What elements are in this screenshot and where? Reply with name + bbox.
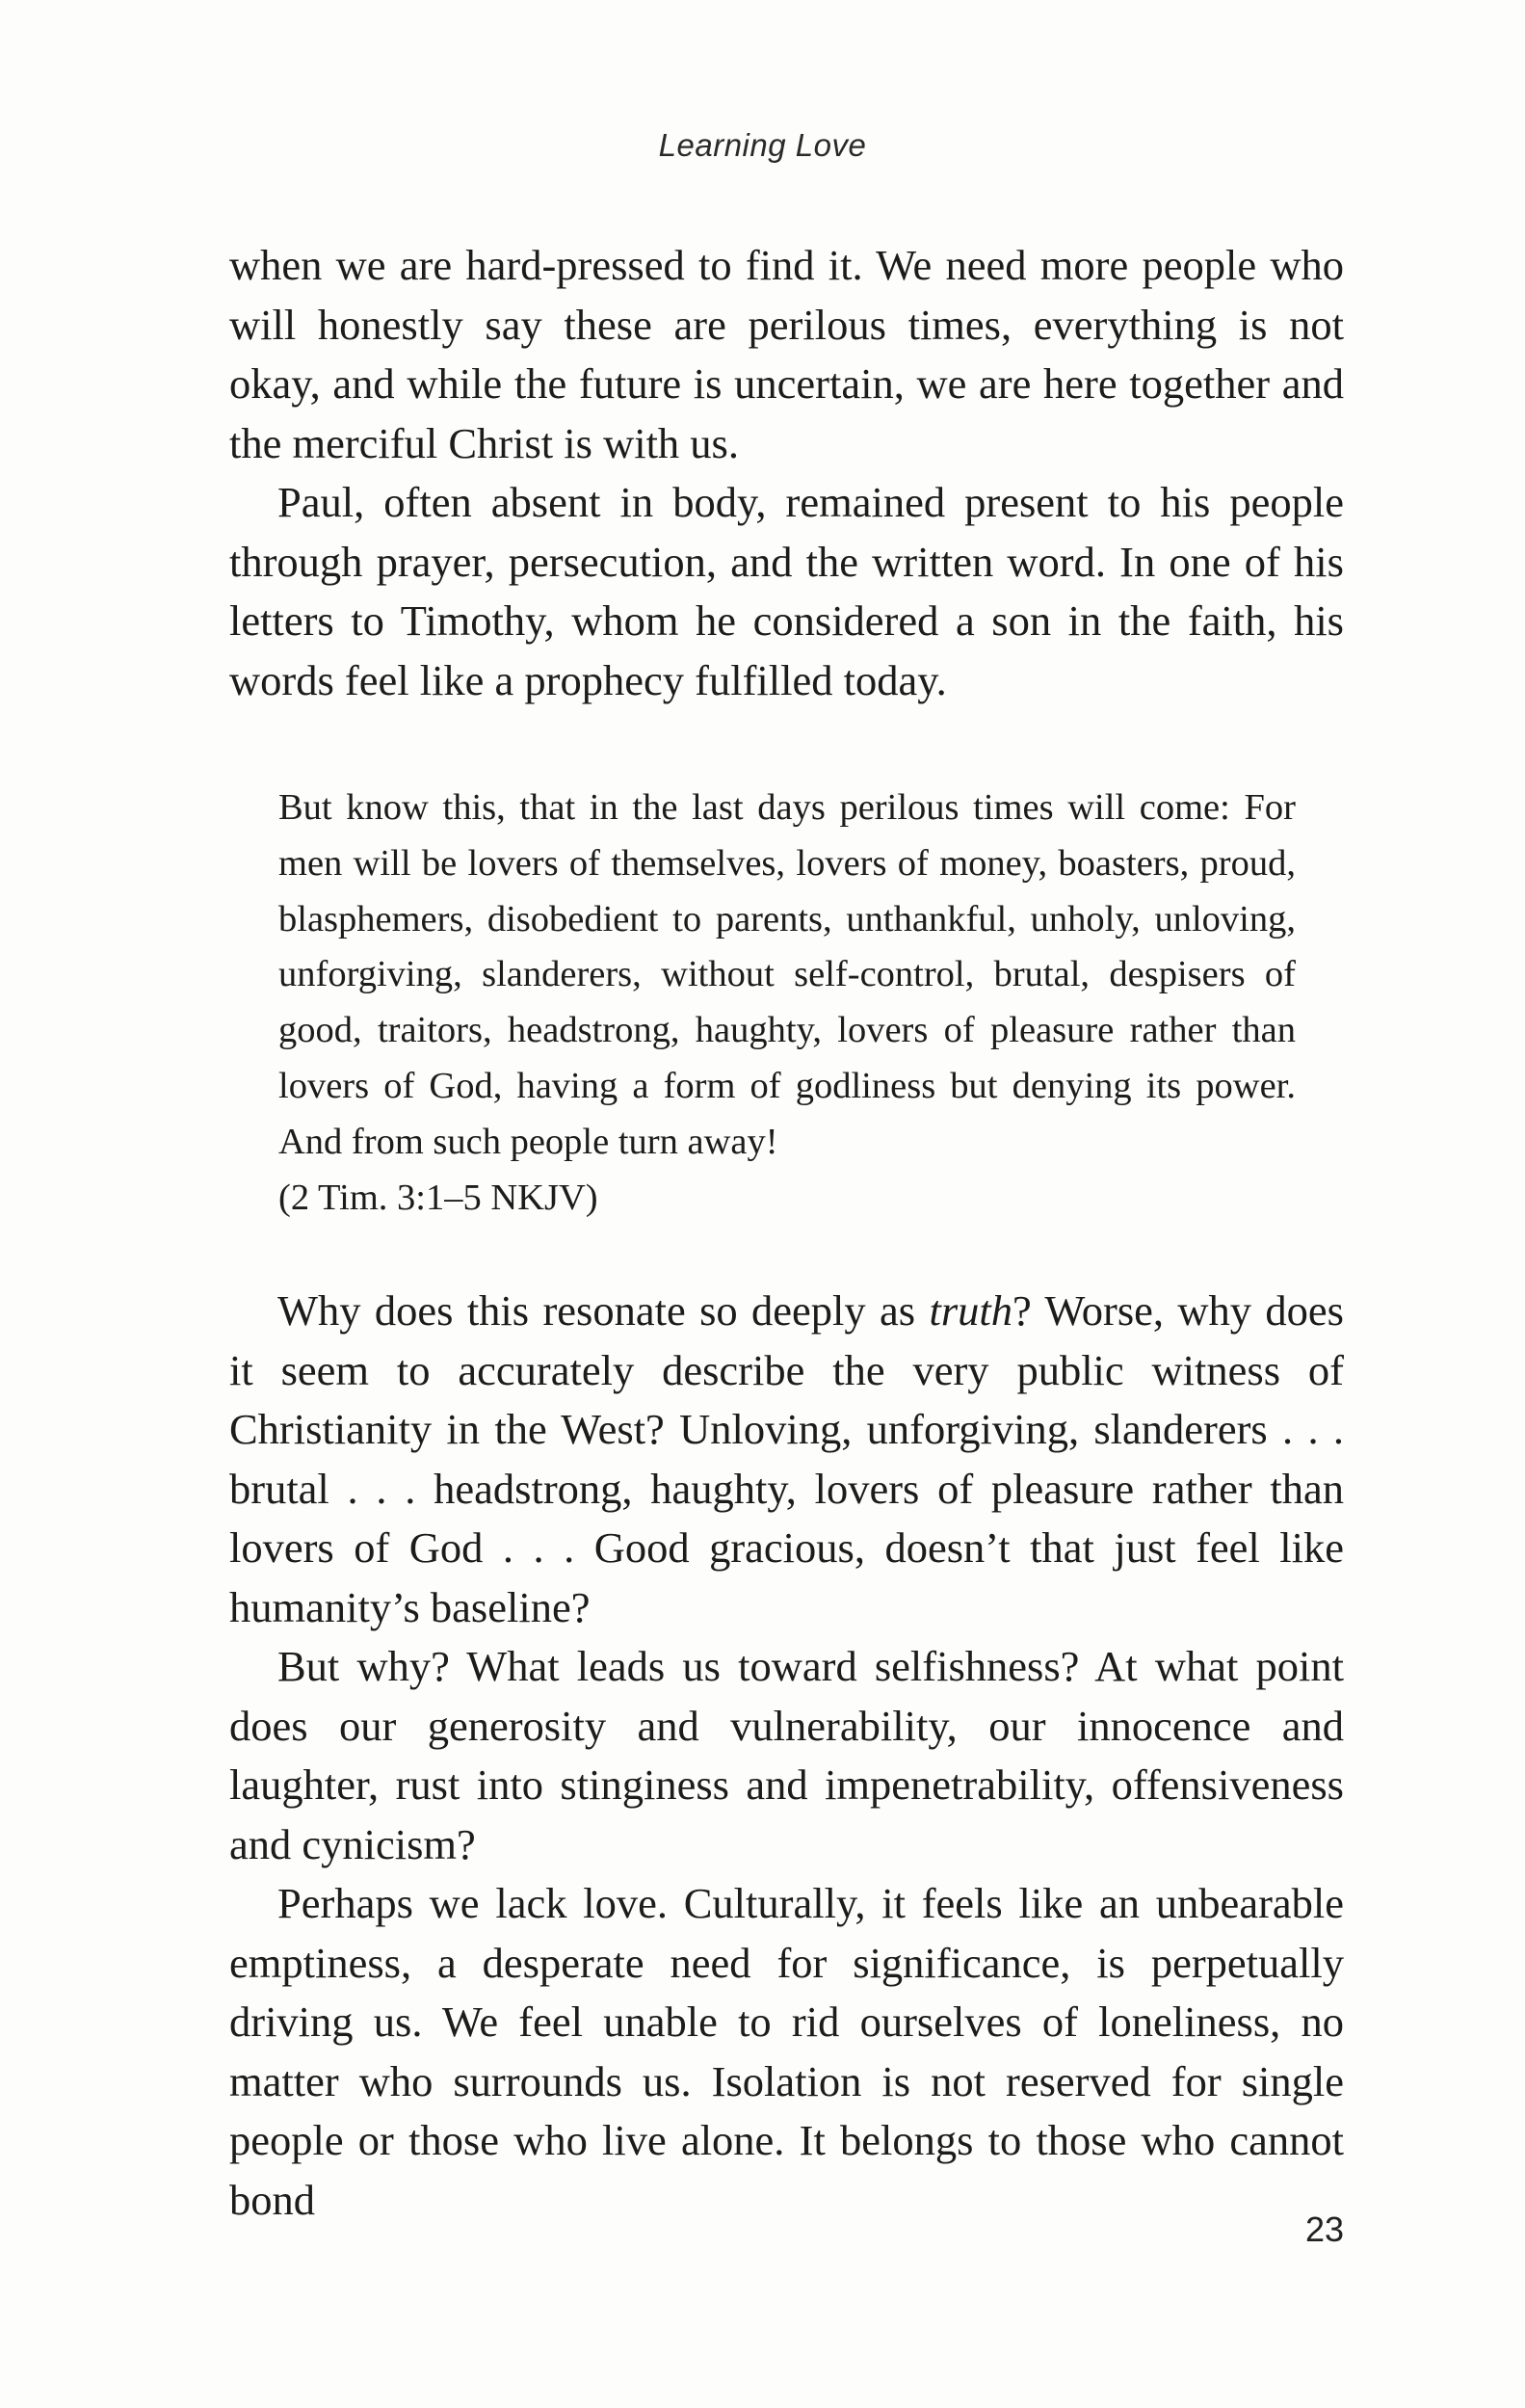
paragraph-truth-rest: ? Worse, why does it seem to accurately describe the very public witness of Christianity in the West? Unloving, unforgiving, slanderers . . . brutal . . . headstrong, haughty, lovers of pleasure rather than lovers of God . . . Good gracious, doesn’t that just feel like humanity’s baseline? [229, 1286, 1344, 1631]
block-quote-citation: (2 Tim. 3:1–5 NKJV) [278, 1177, 598, 1218]
text-block-before-quote [229, 236, 1344, 710]
block-quote [278, 781, 1296, 1226]
paragraph-truth [229, 1282, 1344, 1637]
emphasis-truth: truth [929, 1286, 1013, 1335]
paragraph-truth-start: Why does this resonate so deeply as [277, 1286, 930, 1335]
paragraph-but-why: But why? What leads us toward selfishness? At what point does our generosity and vulnerability, our innocence and laughter, rust into stinginess and impenetrability, offensiveness and cynicism? [229, 1642, 1344, 1868]
page-number: 23 [1304, 2210, 1344, 2249]
text-block-after-quote [229, 1282, 1344, 2230]
block-quote-text: But know this, that in the last days perilous times will come: For men will be lovers of themselves, lovers of money, boasters, proud, blasphemers, disobedient to parents, unthankful, unholy, unloving, unforgiving, slanderers, without self-control, brutal, despisers of good, traitors, headstrong, haughty, lovers of pleasure rather than lovers of God, having a form of godliness but denying its power. And from such people turn away! [278, 787, 1296, 1162]
paragraph-paul: Paul, often absent in body, remained present to his people through prayer, persecution, and the written word. In one of his letters to Timothy, whom he considered a son in the faith, his words feel like a prophecy fulfilled today. [229, 478, 1344, 704]
paragraph-perhaps: Perhaps we lack love. Culturally, it feels like an unbearable emptiness, a desperate need for significance, is perpetually driving us. We feel unable to rid ourselves of loneliness, no matter who surrounds us. Isolation is not reserved for single people or those who live alone. It belongs to those who cannot bond [229, 1879, 1344, 2224]
paragraph-continued: when we are hard-pressed to find it. We need more people who will honestly say these are perilous times, everything is not okay, and while the future is uncertain, we are here together and the merciful Christ is with us. [229, 241, 1344, 467]
running-head: Learning Love [658, 127, 867, 163]
